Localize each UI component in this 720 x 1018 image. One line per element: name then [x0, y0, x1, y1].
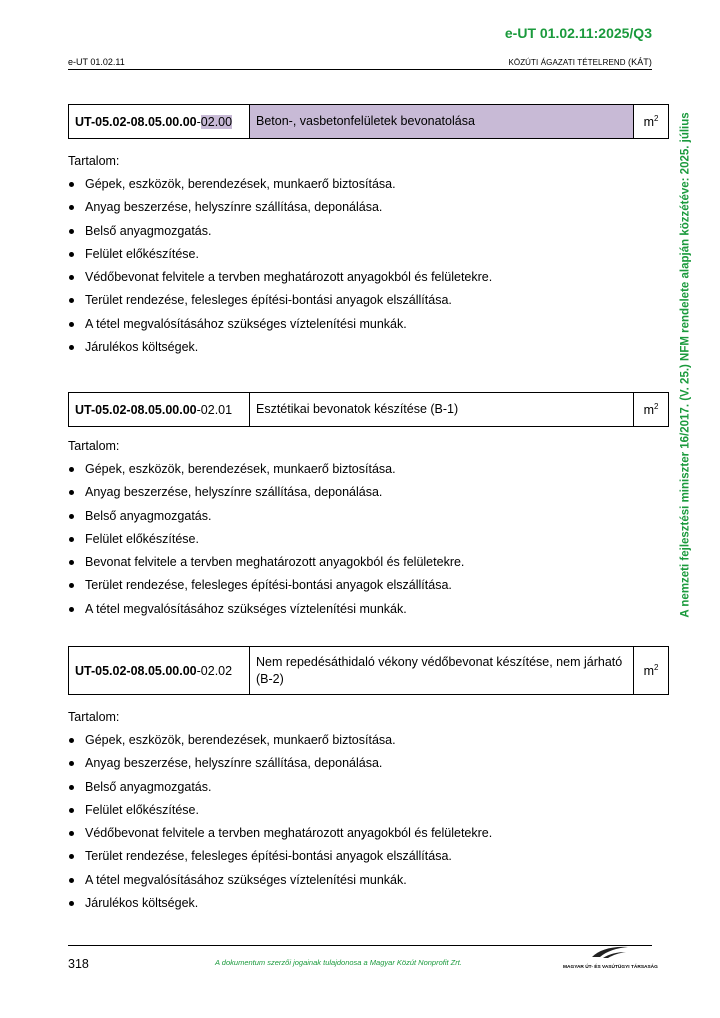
item-code [69, 393, 250, 427]
list-item: Anyag beszerzése, helyszínre szállítása, deponálása. [68, 196, 668, 219]
header-right [508, 57, 652, 67]
item-title: Esztétikai bevonatok készítése (B-1) [250, 393, 634, 427]
item-content-2 [68, 435, 668, 621]
item-title: Nem repedésáthidaló vékony védőbevonat készítése, nem járható (B-2) [250, 647, 634, 695]
list-item: Terület rendezése, felesleges építési-bontási anyagok elszállítása. [68, 574, 668, 597]
item-table-3 [68, 646, 669, 695]
list-item: Felület előkészítése. [68, 528, 668, 551]
item-table-2 [68, 392, 669, 427]
item-code-sep: - [196, 402, 201, 417]
unit-base: m [643, 664, 654, 679]
item-title: Beton-, vasbetonfelületek bevonatolása [250, 105, 634, 139]
list-item: Járulékos költségek. [68, 336, 668, 359]
list-item: Terület rendezése, felesleges építési-bontási anyagok elszállítása. [68, 289, 668, 312]
list-item: Gépek, eszközök, berendezések, munkaerő biztosítása. [68, 458, 668, 481]
header-left: e-UT 01.02.11 [68, 57, 125, 67]
unit-base: m [643, 403, 654, 418]
content-list [68, 729, 668, 915]
list-item: Gépek, eszközök, berendezések, munkaerő biztosítása. [68, 173, 668, 196]
item-unit [634, 647, 669, 695]
content-list [68, 173, 668, 359]
list-item: A tétel megvalósításához szükséges víztelenítési munkák. [68, 313, 668, 336]
item-content-3 [68, 706, 668, 915]
list-item: Bevonat felvitele a tervben meghatározott anyagokból és felületekre. [68, 551, 668, 574]
item-code-suffix: 02.02 [200, 663, 233, 678]
list-item: Felület előkészítése. [68, 799, 668, 822]
list-item: Belső anyagmozgatás. [68, 505, 668, 528]
item-unit [634, 393, 669, 427]
content-label: Tartalom: [68, 710, 120, 724]
item-table-1 [68, 104, 669, 139]
item-code [69, 105, 250, 139]
copyright-note: A dokumentum szerzői jogainak tulajdonosa a Magyar Közút Nonprofit Zrt. [215, 958, 462, 967]
unit-sup: 2 [653, 401, 659, 411]
item-code-sep: - [196, 114, 201, 129]
item-unit [634, 105, 669, 139]
list-item: Védőbevonat felvitele a tervben meghatározott anyagokból és felületekre. [68, 822, 668, 845]
item-code-prefix: UT-05.02-08.05.00.00 [75, 663, 197, 678]
list-item: Járulékos költségek. [68, 892, 668, 915]
list-item: A tétel megvalósításához szükséges víztelenítési munkák. [68, 869, 668, 892]
unit-base: m [643, 115, 654, 130]
page-number: 318 [68, 957, 89, 971]
list-item: A tétel megvalósításához szükséges víztelenítési munkák. [68, 598, 668, 621]
item-code-sep: - [196, 663, 201, 678]
content-label: Tartalom: [68, 154, 120, 168]
list-item: Védőbevonat felvitele a tervben meghatározott anyagokból és felületekre. [68, 266, 668, 289]
unit-sup: 2 [653, 113, 659, 123]
document-code: e-UT 01.02.11:2025/Q3 [504, 25, 652, 41]
unit-sup: 2 [653, 662, 659, 672]
logo-swoosh-icon [591, 945, 629, 959]
publisher-logo [563, 944, 656, 970]
item-code [69, 647, 250, 695]
logo-text: MAGYAR ÚT- ÉS VASÚTÜGYI TÁRSASÁG [563, 965, 658, 970]
list-item: Terület rendezése, felesleges építési-bontási anyagok elszállítása. [68, 845, 668, 868]
content-list [68, 458, 668, 621]
content-label: Tartalom: [68, 439, 120, 453]
list-item: Belső anyagmozgatás. [68, 776, 668, 799]
item-code-suffix: 02.01 [200, 402, 233, 417]
side-note [676, 95, 696, 635]
item-code-prefix: UT-05.02-08.05.00.00 [75, 402, 197, 417]
list-item: Anyag beszerzése, helyszínre szállítása, deponálása. [68, 481, 668, 504]
page-header [68, 57, 652, 70]
item-content-1 [68, 150, 668, 359]
list-item: Felület előkészítése. [68, 243, 668, 266]
list-item: Belső anyagmozgatás. [68, 220, 668, 243]
item-code-prefix: UT-05.02-08.05.00.00 [75, 114, 197, 129]
side-note-text: A nemzeti fejlesztési miniszter 16/2017. (V. 25.) NFM rendelete alapján közzétéve: 2025. július [680, 112, 693, 618]
header-right-main: KÖZÚTI ÁGAZATI TÉTELREND [508, 58, 626, 67]
list-item: Gépek, eszközök, berendezések, munkaerő biztosítása. [68, 729, 668, 752]
header-right-abbr: (KÁT) [628, 57, 652, 67]
item-code-suffix: 02.00 [200, 114, 233, 129]
list-item: Anyag beszerzése, helyszínre szállítása, deponálása. [68, 752, 668, 775]
